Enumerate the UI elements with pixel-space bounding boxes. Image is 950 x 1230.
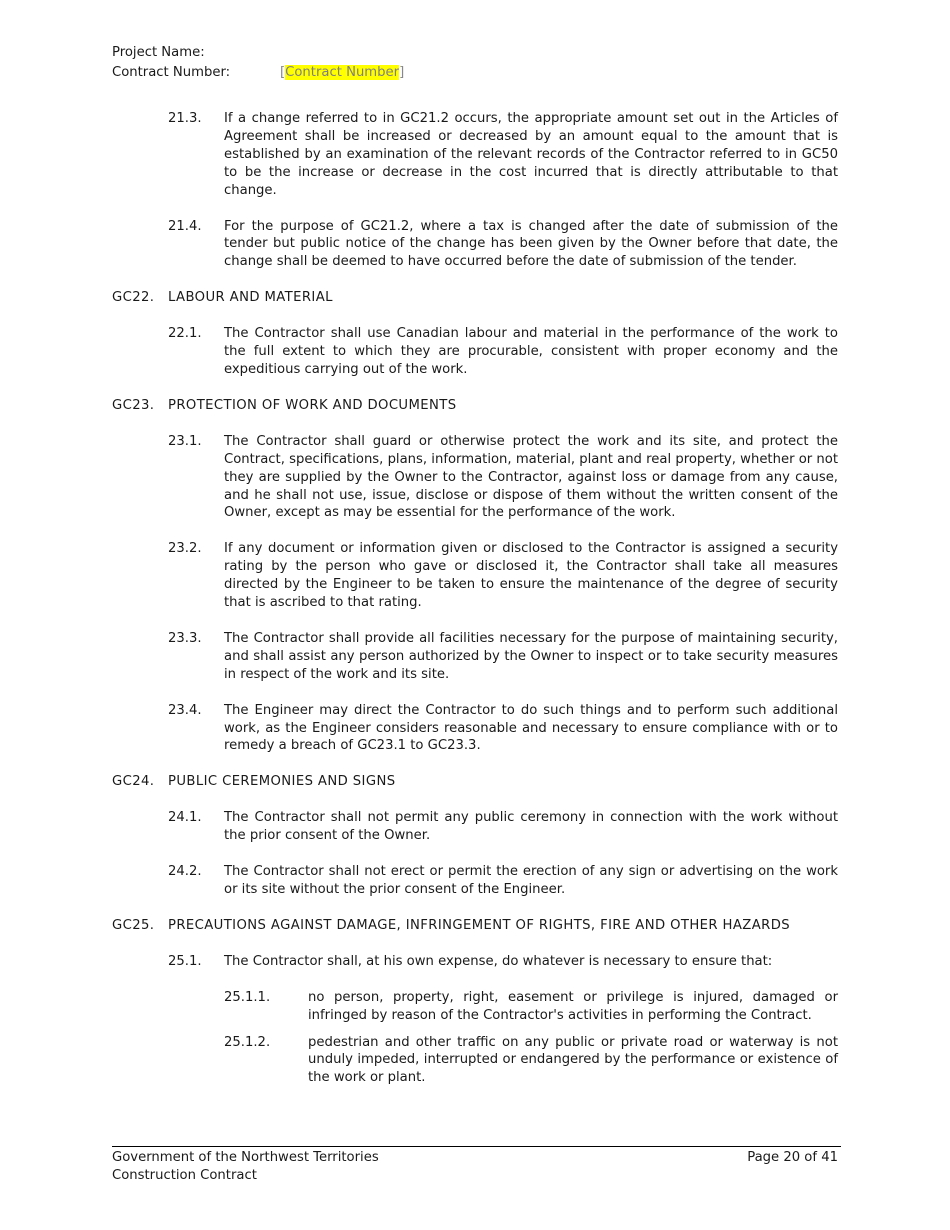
clause-number: 25.1.1. (224, 989, 271, 1005)
clause-text: The Contractor shall use Canadian labour and material in the performance of the work to the full extent to which they are procurable, consistent with proper economy and the expeditious carrying out of the work. (224, 326, 838, 377)
clause-23-4 (112, 702, 838, 756)
document-body (112, 110, 838, 1096)
contract-number-open-bracket: [ (280, 65, 286, 80)
section-number: GC24. (112, 774, 155, 790)
clause-text: If any document or information given or disclosed to the Contractor is assigned a security rating by the person who gave or disclosed it, the Contractor shall take all measures directed by the Engineer to be taken to ensure the maintenance of the degree of security that is ascribed to that rating. (224, 541, 838, 611)
section-heading-gc24 (112, 773, 838, 791)
clause-number: 24.1. (168, 810, 202, 826)
clause-number: 25.1. (168, 953, 202, 969)
clause-text: The Contractor shall not erect or permit the erection of any sign or advertising on the work or its site without the prior consent of the Engineer. (224, 864, 838, 897)
footer-page-number: Page 20 of 41 (747, 1150, 838, 1165)
clause-number: 23.4. (168, 702, 202, 718)
footer-organization (112, 1149, 379, 1185)
clause-text: no person, property, right, easement or privilege is injured, damaged or infringed by reason of the Contractor's activities in performing the Contract. (308, 989, 838, 1023)
clause-number: 23.2. (168, 541, 202, 557)
contract-number-label: Contract Number: (112, 65, 231, 80)
clause-number: 22.1. (168, 326, 202, 342)
clause-text: The Contractor shall provide all facilities necessary for the purpose of maintaining security, and shall assist any person authorized by the Owner to inspect or to take security measures in respect of the work and its site. (224, 630, 838, 682)
section-title: PUBLIC CEREMONIES AND SIGNS (168, 774, 396, 790)
clause-24-2 (112, 863, 838, 899)
clause-21-4 (112, 218, 838, 272)
clause-text: For the purpose of GC21.2, where a tax is changed after the date of submission of the tender but public notice of the change has been given by the Owner before that date, the change shall be deemed to have occurred before the date of submission of the tender. (224, 218, 838, 270)
section-heading-gc25 (112, 917, 838, 935)
clause-24-1 (112, 809, 838, 845)
project-name-label: Project Name: (112, 45, 205, 60)
clause-number: 23.1. (168, 433, 202, 449)
clause-number: 21.3. (168, 111, 202, 126)
section-number: GC25. (112, 917, 155, 933)
section-title: PRECAUTIONS AGAINST DAMAGE, INFRINGEMENT OF RIGHTS, FIRE AND OTHER HAZARDS (168, 917, 791, 933)
clause-number: 21.4. (168, 218, 202, 234)
clause-21-3 (112, 110, 838, 200)
clause-text: The Contractor shall guard or otherwise protect the work and its site, and protect the Contract, specifications, plans, information, material, plant and real property, whether or not they are supplied by the Owner to the Contractor, against loss or damage from any cause, and he shall not use, issue, disclose or dispose of them without the written consent of the Owner, except as may be essential for the performance of the work. (224, 433, 838, 521)
clause-23-3 (112, 630, 838, 684)
clause-text: If a change referred to in GC21.2 occurs, the appropriate amount set out in the Articles of Agreement shall be increased or decreased by an amount equal to the amount that is established by an examination of the relevant records of the Contractor referred to in GC50 to be the increase or decrease in the cost incurred that is directly attributable to that change. (224, 111, 838, 198)
clause-25-1-1 (112, 989, 838, 1025)
clause-number: 24.2. (168, 864, 202, 880)
contract-number-row (112, 64, 404, 82)
project-name-row (112, 44, 280, 62)
clause-22-1 (112, 325, 838, 379)
clause-text: The Contractor shall not permit any public ceremony in connection with the work without the prior consent of the Owner. (224, 810, 838, 844)
footer-org-line-1: Government of the Northwest Territories (112, 1150, 379, 1165)
clause-text: pedestrian and other traffic on any public or private road or waterway is not unduly impeded, interrupted or endangered by the performance or existence of the work or plant. (308, 1034, 838, 1086)
section-title: LABOUR AND MATERIAL (168, 290, 333, 306)
section-number: GC22. (112, 290, 155, 306)
section-title: PROTECTION OF WORK AND DOCUMENTS (168, 397, 457, 413)
clause-25-1-2 (112, 1034, 838, 1088)
clause-number: 25.1.2. (224, 1034, 271, 1050)
clause-number: 23.3. (168, 630, 202, 646)
contract-number-close-bracket: ] (399, 65, 405, 80)
footer-divider (112, 1146, 841, 1147)
clause-25-1 (112, 953, 838, 971)
section-heading-gc22 (112, 289, 838, 307)
footer-org-line-2: Construction Contract (112, 1168, 257, 1183)
section-heading-gc23 (112, 397, 838, 415)
clause-23-1 (112, 433, 838, 523)
clause-23-2 (112, 540, 838, 612)
clause-text: The Engineer may direct the Contractor to do such things and to perform such additional work, as the Engineer considers reasonable and necessary to ensure compliance with or to remedy a breach of GC23.1 to GC23.3. (224, 702, 838, 754)
clause-text: The Contractor shall, at his own expense, do whatever is necessary to ensure that: (224, 953, 773, 969)
contract-number-field[interactable]: Contract Number (285, 65, 400, 80)
section-number: GC23. (112, 397, 155, 413)
